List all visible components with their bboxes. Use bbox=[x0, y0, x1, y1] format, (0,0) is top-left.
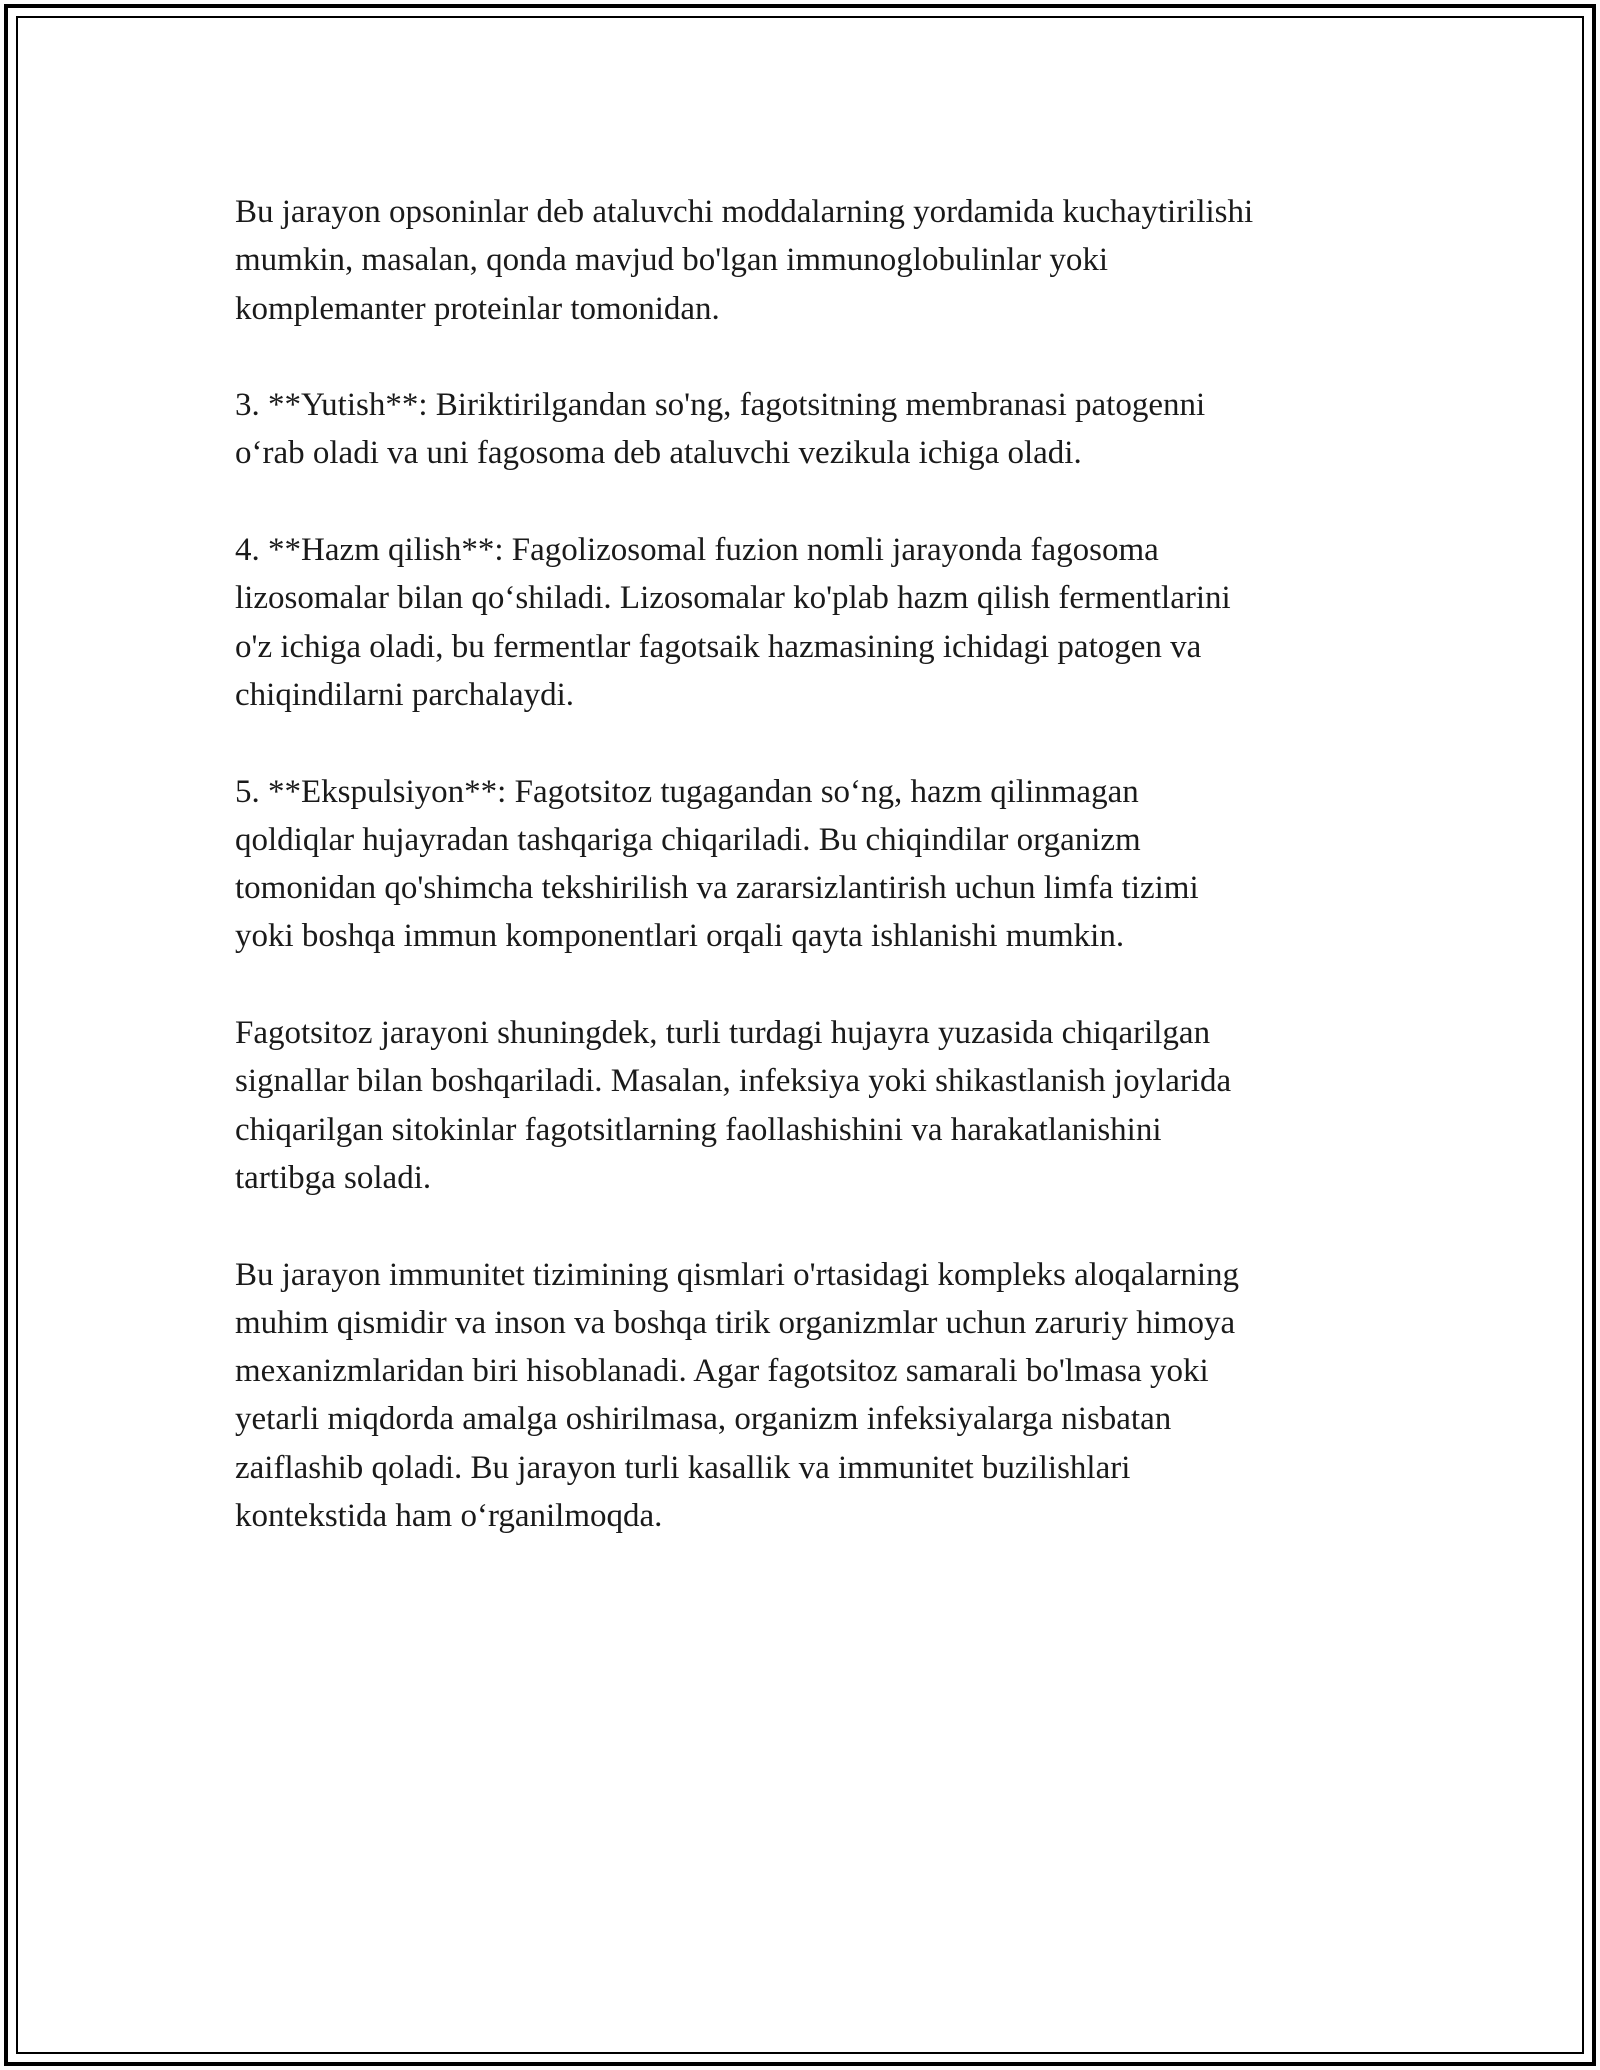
text-line: signallar bilan boshqariladi. Masalan, infeksiya yoki shikastlanish joylarida bbox=[235, 1063, 1232, 1100]
paragraph-step-5-expulsion bbox=[235, 768, 1385, 961]
text-line: 4. **Hazm qilish**: Fagolizosomal fuzion nomli jarayonda fagosoma bbox=[235, 532, 1159, 569]
text-line: yoki boshqa immun komponentlari orqali qayta ishlanishi mumkin. bbox=[235, 918, 1125, 955]
paragraph-opsonins bbox=[235, 188, 1385, 333]
paragraph-conclusion bbox=[235, 1251, 1385, 1541]
text-line: o'z ichiga oladi, bu fermentlar fagotsaik hazmasining ichidagi patogen va bbox=[235, 628, 1202, 665]
text-line: qoldiqlar hujayradan tashqariga chiqariladi. Bu chiqindilar organizm bbox=[235, 821, 1141, 858]
paragraph-step-3-ingestion bbox=[235, 381, 1385, 478]
text-line: tomonidan qo'shimcha tekshirilish va zararsizlantirish uchun limfa tizimi bbox=[235, 870, 1199, 907]
text-line: zaiflashib qoladi. Bu jarayon turli kasallik va immunitet buzilishlari bbox=[235, 1449, 1131, 1486]
text-line: lizosomalar bilan qo‘shiladi. Lizosomalar ko'plab hazm qilish fermentlarini bbox=[235, 580, 1231, 617]
text-line: tartibga soladi. bbox=[235, 1159, 432, 1196]
text-line: Bu jarayon opsoninlar deb ataluvchi moddalarning yordamida kuchaytirilishi bbox=[235, 194, 1254, 230]
text-line: o‘rab oladi va uni fagosoma deb ataluvchi vezikula ichiga oladi. bbox=[235, 435, 1082, 472]
text-line: Bu jarayon immunitet tizimining qismlari o'rtasidagi kompleks aloqalarning bbox=[235, 1256, 1240, 1293]
text-line: 3. **Yutish**: Biriktirilgandan so'ng, fagotsitning membranasi patogenni bbox=[235, 387, 1206, 424]
text-line: 5. **Ekspulsiyon**: Fagotsitoz tugagandan so‘ng, hazm qilinmagan bbox=[235, 773, 1139, 810]
document-body bbox=[235, 188, 1385, 1589]
text-line: mumkin, masalan, qonda mavjud bo'lgan immunoglobulinlar yoki bbox=[235, 242, 1109, 279]
paragraph-step-4-digestion bbox=[235, 526, 1385, 719]
text-line: mexanizmlaridan biri hisoblanadi. Agar fagotsitoz samarali bo'lmasa yoki bbox=[235, 1353, 1209, 1390]
text-line: chiqarilgan sitokinlar fagotsitlarning faollashishini va harakatlanishini bbox=[235, 1111, 1162, 1148]
text-line: Fagotsitoz jarayoni shuningdek, turli turdagi hujayra yuzasida chiqarilgan bbox=[235, 1015, 1211, 1052]
text-line: muhim qismidir va inson va boshqa tirik organizmlar uchun zaruriy himoya bbox=[235, 1304, 1236, 1341]
text-line: komplemanter proteinlar tomonidan. bbox=[235, 290, 720, 327]
paragraph-regulation bbox=[235, 1009, 1385, 1202]
text-line: chiqindilarni parchalaydi. bbox=[235, 676, 575, 713]
text-line: yetarli miqdorda amalga oshirilmasa, organizm infeksiyalarga nisbatan bbox=[235, 1401, 1172, 1438]
text-line: kontekstida ham o‘rganilmoqda. bbox=[235, 1498, 663, 1535]
